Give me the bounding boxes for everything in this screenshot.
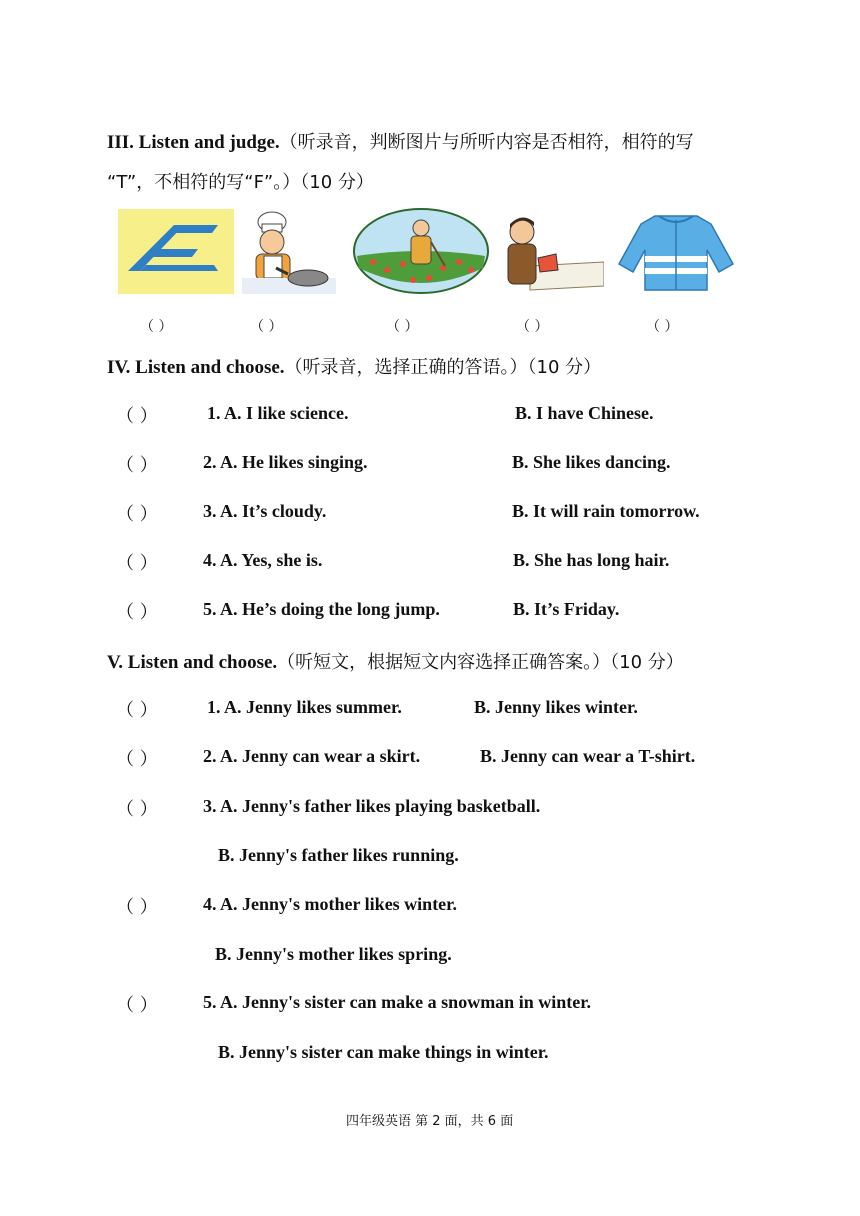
- s4-q5-option-a: 5. A. He’s doing the long jump.: [203, 599, 440, 619]
- section3-instruction-1: （听录音，判断图片与所听内容是否相符，相符的写: [279, 132, 694, 153]
- s5-q5-option-b: B. Jenny's sister can make things in winter.: [218, 1042, 549, 1062]
- chef-cooking-icon: [242, 208, 336, 294]
- section3-heading: [107, 128, 694, 154]
- s4-q1-option-b: B. I have Chinese.: [515, 403, 654, 423]
- s5-q2-bracket[interactable]: （ ）: [116, 749, 158, 770]
- s5-q4-option-b: B. Jenny's mother likes spring.: [215, 944, 452, 964]
- s4-q4-option-b: B. She has long hair.: [513, 550, 670, 570]
- section5-instruction: （听短文，根据短文内容选择正确答案。）（10 分）: [277, 652, 684, 673]
- s4-q2-option-b: B. She likes dancing.: [512, 452, 671, 472]
- s4-q3-option-b: B. It will rain tomorrow.: [512, 501, 700, 521]
- s4-q2-option-a: 2. A. He likes singing.: [203, 452, 368, 472]
- s4-q4-bracket[interactable]: （ ）: [116, 553, 158, 574]
- s5-q4-option-a: 4. A. Jenny's mother likes winter.: [203, 894, 458, 914]
- judge-answer-3[interactable]: （ ）: [386, 319, 419, 335]
- s4-q2-bracket[interactable]: （ ）: [116, 455, 158, 476]
- s4-q3-bracket[interactable]: （ ）: [116, 504, 158, 525]
- section3-title: III. Listen and judge.: [107, 132, 280, 153]
- blue-sweater-icon: [615, 210, 737, 294]
- s5-q4-bracket[interactable]: （ ）: [116, 897, 158, 918]
- s4-q1-option-a: 1. A. I like science.: [207, 403, 349, 423]
- section4-heading: [107, 353, 601, 379]
- section5-heading: [107, 648, 684, 674]
- section3-instruction-2: “T”，不相符的写“F”。）（10 分）: [107, 172, 374, 193]
- boy-reading-icon: [500, 210, 604, 294]
- judge-answer-2[interactable]: （ ）: [250, 319, 283, 335]
- s5-q2-option-a: 2. A. Jenny can wear a skirt.: [203, 746, 421, 766]
- s5-q1-bracket[interactable]: （ ）: [116, 700, 158, 721]
- s5-q3-option-a: 3. A. Jenny's father likes playing basketball.: [203, 796, 541, 816]
- s4-q5-option-b: B. It’s Friday.: [513, 599, 620, 619]
- section4-instruction: （听录音，选择正确的答语。）（10 分）: [284, 357, 602, 378]
- judge-answer-1[interactable]: （ ）: [140, 319, 173, 335]
- s4-q5-bracket[interactable]: （ ）: [116, 602, 158, 623]
- s5-q3-option-b: B. Jenny's father likes running.: [218, 845, 459, 865]
- section3-heading-line2: [107, 168, 374, 194]
- s5-q3-bracket[interactable]: （ ）: [116, 799, 158, 820]
- s5-q5-bracket[interactable]: （ ）: [116, 995, 158, 1016]
- s5-q1-option-b: B. Jenny likes winter.: [474, 697, 638, 717]
- s4-q1-bracket[interactable]: （ ）: [116, 406, 158, 427]
- section4-title: IV. Listen and choose.: [107, 357, 285, 378]
- s5-q5-option-a: 5. A. Jenny's sister can make a snowman in winter.: [203, 992, 592, 1012]
- letter-f-icon: [118, 209, 234, 294]
- section5-title: V. Listen and choose.: [107, 652, 278, 673]
- page-footer: 四年级英语 第 2 面，共 6 面: [346, 1114, 514, 1129]
- judge-answer-5[interactable]: （ ）: [646, 319, 679, 335]
- gardener-flowers-icon: [353, 208, 489, 294]
- s4-q4-option-a: 4. A. Yes, she is.: [203, 550, 323, 570]
- s5-q2-option-b: B. Jenny can wear a T-shirt.: [480, 746, 696, 766]
- s5-q1-option-a: 1. A. Jenny likes summer.: [207, 697, 402, 717]
- s4-q3-option-a: 3. A. It’s cloudy.: [203, 501, 327, 521]
- judge-answer-4[interactable]: （ ）: [516, 319, 549, 335]
